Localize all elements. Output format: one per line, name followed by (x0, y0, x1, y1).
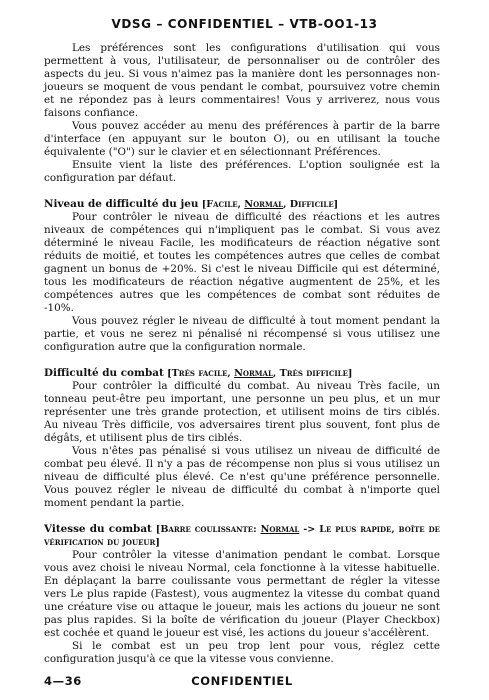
section-heading-difficulte-jeu (44, 198, 440, 211)
section-paragraph: Pour contrôler le niveau de difficulté des réactions et les autres niveaux de compétences qui n'impliquent pas le combat. Si vous avez déterminé le niveau Facile, les modificateurs de réaction négative sont réduits de moitié, et toutes les compétences autres que celles de combat gagnent un bonus de +20%. Si c'est le niveau Difficile qui est déterminé, tous les modificateurs de réaction négative augmentent de 25%, et les compétences autres que les compétences de combat sont réduites de -10%. (44, 211, 440, 314)
section-paragraph: Si le combat est un peu trop lent pour vous, réglez cette configuration jusqu'à ce que la vitesse vous convienne. (44, 640, 440, 665)
option-text: [Facile, (201, 199, 245, 210)
section-paragraph: Vous n'êtes pas pénalisé si vous utilisez un niveau de difficulté de combat peu élevé. Il n'y a pas de récompense non plus si vous utilisez un niveau de difficulté plus élevé. Ce n'est qu'une préférence personnelle. Vous pouvez régler le niveau de difficulté du combat à n'importe quel moment pendant la partie. (44, 445, 440, 509)
section-options (167, 368, 352, 379)
option-text: [Très facile, (167, 368, 235, 379)
section-title: Vitesse du combat (44, 523, 152, 535)
section-paragraph: Vous pouvez régler le niveau de difficulté à tout moment pendant la partie, et vous ne serez ni pénalisé ni récompensé si vous utilisez une configuration autre que la configuration normale. (44, 315, 440, 353)
section-heading-vitesse-combat (44, 523, 440, 549)
section-paragraph: Pour contrôler la vitesse d'animation pendant le combat. Lorsque vous avez choisi le niveau Normal, cela fonctionne à la vitesse habituelle. En déplaçant la barre coulissante vous permettant de régler la vitesse vers Le plus rapide (Fastest), vous augmentez la vitesse du combat quand une créature vise ou attaque le joueur, mais les actions du joueur ne sont pas plus rapides. Si la boîte de vérification du joueur (Player Checkbox) est cochée et quand le joueur est visé, les actions du joueur s'accélèrent. (44, 549, 440, 639)
footer-label: CONFIDENTIEL (191, 674, 293, 688)
section-title: Difficulté du combat (44, 367, 164, 379)
default-option: Normal (244, 199, 284, 210)
option-text: [Barre coulissante: (155, 524, 261, 535)
section-paragraph: Pour contrôler la difficulté du combat. Au niveau Très facile, un tonneau peut-être peu important, une personne un peu plus, et un mur représenter une très grande protection, et utilisent moins de tirs ciblés. Au niveau Très difficile, vos adversaires tirent plus souvent, font plus de dégâts, et utilisent plus de tirs ciblés. (44, 380, 440, 444)
page-body (44, 42, 440, 666)
intro-paragraph: Vous pouvez accéder au menu des préférences à partir de la barre d'interface (en appuyant sur le bouton O), ou en utilisant la touche équivalente ("O") sur le clavier et en sélectionnant Préférences. (44, 120, 440, 158)
default-option: Normal (260, 524, 300, 535)
intro-paragraph: Les préférences sont les configurations d'utilisation qui vous permettent à vous, l'utilisateur, de personnaliser ou de contrôler des aspects du jeu. Si vous n'aimez pas la manière dont les personnages non-joueurs se moquent de vous pendant le combat, poursuivez votre chemin et ne répondez pas à leurs commentaires! Vous y arriverez, nous vous faisons confiance. (44, 42, 440, 119)
section-heading-difficulte-combat (44, 367, 440, 380)
page-header: VDSG – CONFIDENTIEL – VTB-OO1-13 (111, 17, 378, 31)
section-options (202, 199, 339, 210)
option-text: , Très difficile] (272, 368, 353, 379)
page-number: 4—36 (44, 674, 82, 688)
default-option: Normal (234, 368, 273, 379)
option-text: -> Le plus rapide, boîte de vérification du joueur] (44, 524, 440, 548)
option-text: , Difficile] (283, 199, 339, 210)
intro-paragraph: Ensuite vient la liste des préférences. L'option soulignée est la configuration par défaut. (44, 159, 440, 184)
section-title: Niveau de difficulté du jeu (44, 198, 199, 210)
